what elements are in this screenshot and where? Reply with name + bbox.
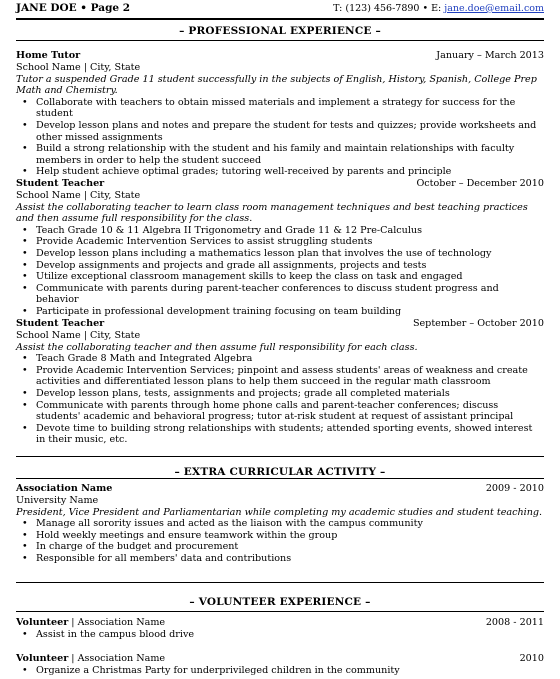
bullet-item: • Develop lesson plans including a mathematics lesson plan that involves the use of technology	[16, 248, 544, 260]
job-title: Home Tutor	[16, 50, 81, 61]
activity-bullets	[16, 518, 544, 564]
volunteer-org: | Association Name	[68, 653, 166, 664]
job-summary: Assist the collaborating teacher to learn class room management techniques and best teaching practices and then assume full responsibility for the class.	[16, 201, 528, 225]
job-bullets	[16, 225, 544, 318]
job-date: October – December 2010	[416, 178, 544, 189]
activity-school: University Name	[16, 495, 99, 506]
bullet-item: • Develop lesson plans, tests, assignments and projects; grade all completed materials	[16, 388, 544, 400]
bullet-item: • Assist in the campus blood drive	[16, 629, 544, 641]
bullet-item: • Build a strong relationship with the student and his family and maintain relationships with faculty members in order to help the student succeed	[16, 143, 544, 166]
section-divider	[16, 478, 544, 479]
job-school: School Name | City, State	[16, 330, 141, 341]
header-name: JANE DOE • Page 2	[16, 2, 131, 14]
section-title-extra: – EXTRA CURRICULAR ACTIVITY –	[174, 466, 386, 478]
email-link[interactable]: jane.doe@email.com	[444, 3, 544, 14]
volunteer-role: Volunteer	[16, 617, 69, 628]
header-divider	[16, 18, 544, 20]
bullet-item: • Participate in professional development training focusing on team building	[16, 306, 544, 318]
activity-org: Association Name	[16, 483, 113, 494]
section-divider	[16, 456, 544, 457]
volunteer-entry	[16, 617, 544, 641]
job-entry	[16, 50, 544, 178]
volunteer-date: 2008 - 2011	[485, 617, 544, 628]
header-phone: T: (123) 456-7890 • E:	[333, 3, 445, 14]
volunteer-org: | Association Name	[68, 617, 166, 628]
activity-date: 2009 - 2010	[485, 483, 544, 494]
bullet-item: • Develop lesson plans and notes and prepare the student for tests and quizzes; provide worksheets and other missed assignments	[16, 120, 544, 143]
job-school: School Name | City, State	[16, 62, 141, 73]
bullet-item: • Communicate with parents through home phone calls and parent-teacher conferences; discuss students' academic and behavioral progress; tutor at-risk student at request of assistant principal	[16, 400, 544, 423]
bullet-item: • Provide Academic Intervention Services to assist struggling students	[16, 236, 544, 248]
job-entry	[16, 318, 544, 446]
bullet-item: • Manage all sorority issues and acted as the liaison with the campus community	[16, 518, 544, 530]
job-school: School Name | City, State	[16, 190, 141, 201]
activity-entry	[16, 483, 544, 565]
header-contact	[333, 3, 544, 14]
job-summary: Assist the collaborating teacher and then assume full responsibility for each class.	[16, 341, 418, 353]
job-date: January – March 2013	[436, 50, 544, 61]
section-divider	[16, 582, 544, 583]
bullet-item: • Help student achieve optimal grades; tutoring well-received by parents and principle	[16, 166, 544, 178]
section-divider	[16, 40, 544, 41]
section-title-volunteer: – VOLUNTEER EXPERIENCE –	[189, 596, 371, 608]
activity-summary: President, Vice President and Parliamentarian while completing my academic studies and student teaching.	[16, 506, 543, 518]
page-header	[16, 2, 544, 18]
job-bullets	[16, 353, 544, 446]
volunteer-entry	[16, 653, 544, 677]
bullet-item: • Teach Grade 8 Math and Integrated Algebra	[16, 353, 544, 365]
job-title: Student Teacher	[16, 318, 105, 329]
bullet-item: • Devote time to building strong relationships with students; attended sporting events, showed interest in their music, etc.	[16, 423, 544, 446]
bullet-item: • Provide Academic Intervention Services; pinpoint and assess students' areas of weakness and create activities and differentiated lesson plans to help them succeed in the regular math classroom	[16, 365, 544, 388]
bullet-item: • Teach Grade 10 & 11 Algebra II Trigonometry and Grade 11 & 12 Pre-Calculus	[16, 225, 544, 237]
bullet-item: • Collaborate with teachers to obtain missed materials and implement a strategy for success for the student	[16, 97, 544, 120]
bullet-item: • Develop assignments and projects and grade all assignments, projects and tests	[16, 260, 544, 272]
job-date: September – October 2010	[412, 318, 544, 329]
bullet-item: • In charge of the budget and procurement	[16, 541, 544, 553]
section-title-professional: – PROFESSIONAL EXPERIENCE –	[179, 25, 381, 37]
job-title: Student Teacher	[16, 178, 105, 189]
volunteer-role: Volunteer	[16, 653, 69, 664]
bullet-item: • Utilize exceptional classroom management skills to keep the class on task and engaged	[16, 271, 544, 283]
volunteer-date: 2010	[519, 653, 544, 664]
bullet-item: • Hold weekly meetings and ensure teamwork within the group	[16, 530, 544, 542]
job-bullets	[16, 97, 544, 178]
bullet-item: • Communicate with parents during parent-teacher conferences to discuss student progress and behavior	[16, 283, 544, 306]
bullet-item: • Organize a Christmas Party for underprivileged children in the community	[16, 665, 544, 677]
job-entry	[16, 178, 544, 318]
bullet-item: • Responsible for all members' data and contributions	[16, 553, 544, 565]
job-summary: Tutor a suspended Grade 11 student successfully in the subjects of English, History, Spanish, College Prep Math and Chemistry.	[16, 73, 537, 97]
section-divider	[16, 611, 544, 612]
